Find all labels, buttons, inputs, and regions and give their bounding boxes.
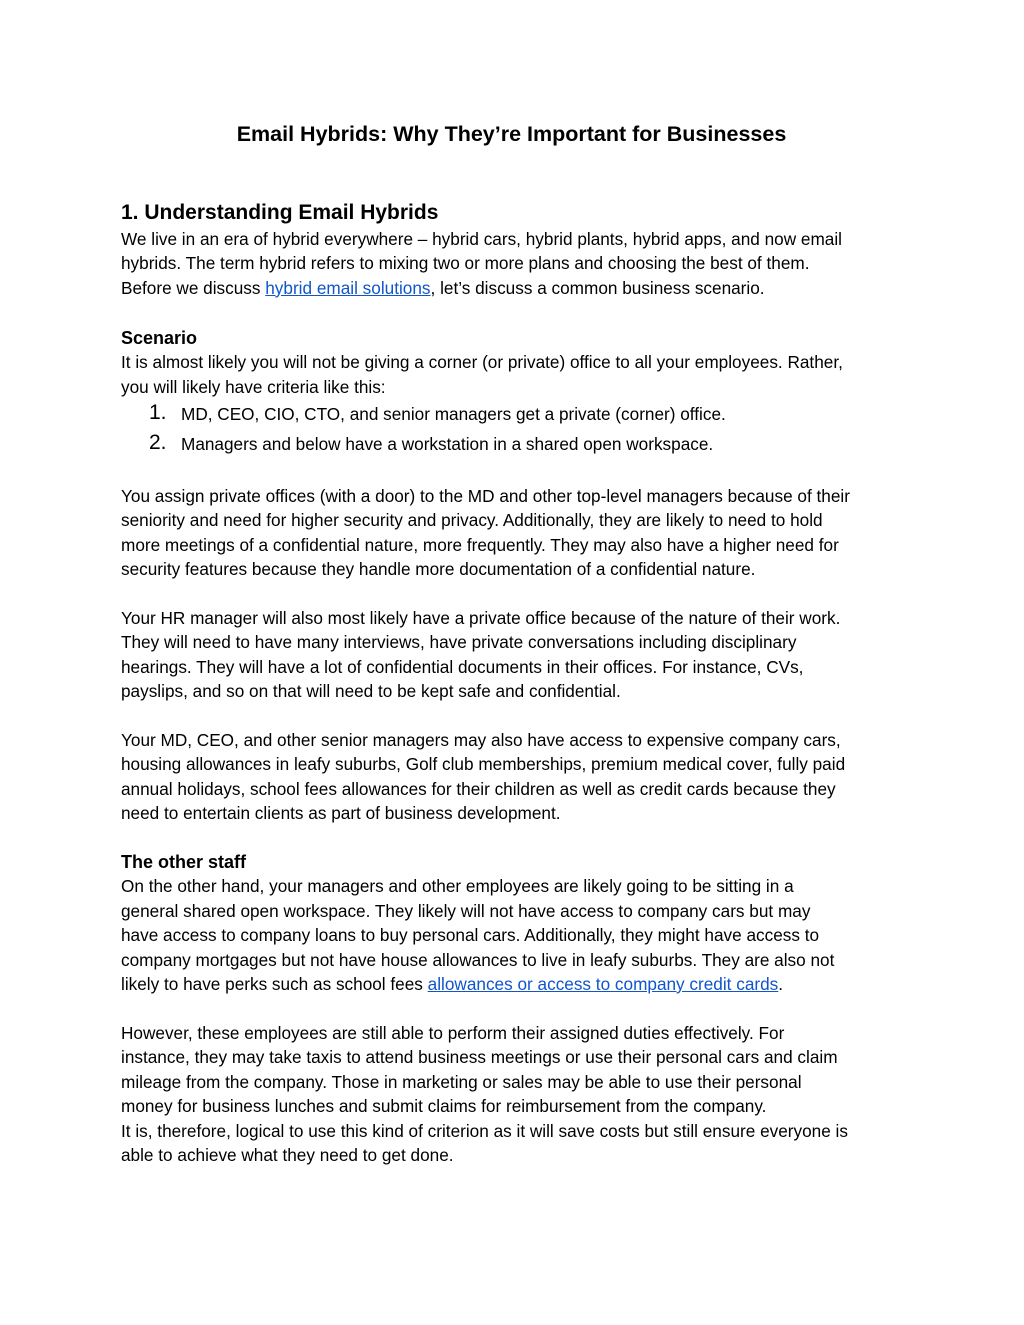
scenario-heading: Scenario xyxy=(121,328,198,348)
other-staff-last-line-tail: . xyxy=(778,974,784,995)
paragraph-line: They will need to have many interviews, have private conversations including disciplinary xyxy=(121,632,797,653)
criteria-number: 1. xyxy=(149,401,167,425)
paragraph-line: need to entertain clients as part of business development. xyxy=(121,803,561,824)
paragraph-line: seniority and need for higher security and privacy. Additionally, they are likely to need to hold xyxy=(121,510,823,531)
scenario-paragraph-3 xyxy=(121,728,845,826)
paragraph-line xyxy=(121,972,834,996)
paragraph-line: payslips, and so on that will need to be kept safe and confidential. xyxy=(121,681,621,702)
document-title: Email Hybrids: Why They’re Important for Businesses xyxy=(236,122,787,146)
paragraph-line: On the other hand, your managers and other employees are likely going to be sitting in a xyxy=(121,876,794,897)
scenario-paragraph-2 xyxy=(121,606,840,704)
paragraph-line: money for business lunches and submit claims for reimbursement from the company. xyxy=(121,1096,767,1117)
paragraph-line: Your MD, CEO, and other senior managers may also have access to expensive company cars, xyxy=(121,730,841,750)
paragraph-line: You assign private offices (with a door) to the MD and other top-level managers because of their xyxy=(121,486,850,506)
paragraph-line: housing allowances in leafy suburbs, Golf club memberships, premium medical cover, fully paid xyxy=(121,754,846,775)
paragraph-line: It is, therefore, logical to use this kind of criterion as it will save costs but still ensure everyone is xyxy=(121,1120,848,1141)
paragraph-line: have access to company loans to buy personal cars. Additionally, they might have access to xyxy=(121,925,820,946)
paragraph-line: instance, they may take taxis to attend business meetings or use their personal cars and claim xyxy=(121,1047,838,1068)
paragraph-line: hearings. They will have a lot of confidential documents in their offices. For instance, CVs, xyxy=(121,656,804,677)
intro-line-3-text: Before we discuss xyxy=(121,277,266,298)
criteria-text: Managers and below have a workstation in a shared open workspace. xyxy=(181,434,714,455)
paragraph-line: mileage from the company. Those in marketing or sales may be able to use their personal xyxy=(121,1071,802,1092)
scenario-line-2: you will likely have criteria like this: xyxy=(121,376,386,397)
scenario-section xyxy=(121,326,843,459)
paragraph-line: able to achieve what they need to get done. xyxy=(121,1145,454,1166)
criteria-number: 2. xyxy=(149,431,167,455)
paragraph-line: Your HR manager will also most likely have a private office because of the nature of their work. xyxy=(121,608,841,628)
criteria-text: MD, CEO, CIO, CTO, and senior managers get a private (corner) office. xyxy=(181,404,726,425)
intro-line-1: We live in an era of hybrid everywhere – hybrid cars, hybrid plants, hybrid apps, and now email xyxy=(121,229,842,249)
section-heading-understanding: 1. Understanding Email Hybrids xyxy=(121,201,439,224)
other-staff-heading: The other staff xyxy=(121,852,247,872)
other-staff-paragraph-2 xyxy=(121,1021,848,1167)
paragraph-line: annual holidays, school fees allowances for their children as well as credit cards because they xyxy=(121,778,836,799)
criteria-item xyxy=(121,399,843,429)
scenario-line-1: It is almost likely you will not be giving a corner (or private) office to all your employees. Rather, xyxy=(121,352,843,373)
intro-line-2: hybrids. The term hybrid refers to mixing two or more plans and choosing the best of them. xyxy=(121,253,810,274)
hybrid-email-solutions-link[interactable]: hybrid email solutions xyxy=(265,277,431,298)
other-staff-section xyxy=(121,850,834,996)
company-credit-cards-link[interactable]: allowances or access to company credit cards xyxy=(427,974,779,995)
intro-paragraph xyxy=(121,227,842,300)
criteria-item xyxy=(121,429,843,459)
other-staff-last-line-text: likely to have perks such as school fees xyxy=(121,974,428,995)
intro-line-3-tail: , let’s discuss a common business scenario. xyxy=(430,277,765,298)
intro-line-3 xyxy=(121,276,842,300)
paragraph-line: general shared open workspace. They likely will not have access to company cars but may xyxy=(121,900,811,921)
criteria-list xyxy=(121,399,843,459)
scenario-paragraph-1 xyxy=(121,484,850,582)
paragraph-line: security features because they handle more documentation of a confidential nature. xyxy=(121,559,756,580)
paragraph-line: company mortgages but not have house allowances to live in leafy suburbs. They are also not xyxy=(121,949,835,970)
paragraph-line: more meetings of a confidential nature, more frequently. They may also have a higher need for xyxy=(121,534,839,555)
paragraph-line: However, these employees are still able to perform their assigned duties effectively. For xyxy=(121,1023,785,1043)
